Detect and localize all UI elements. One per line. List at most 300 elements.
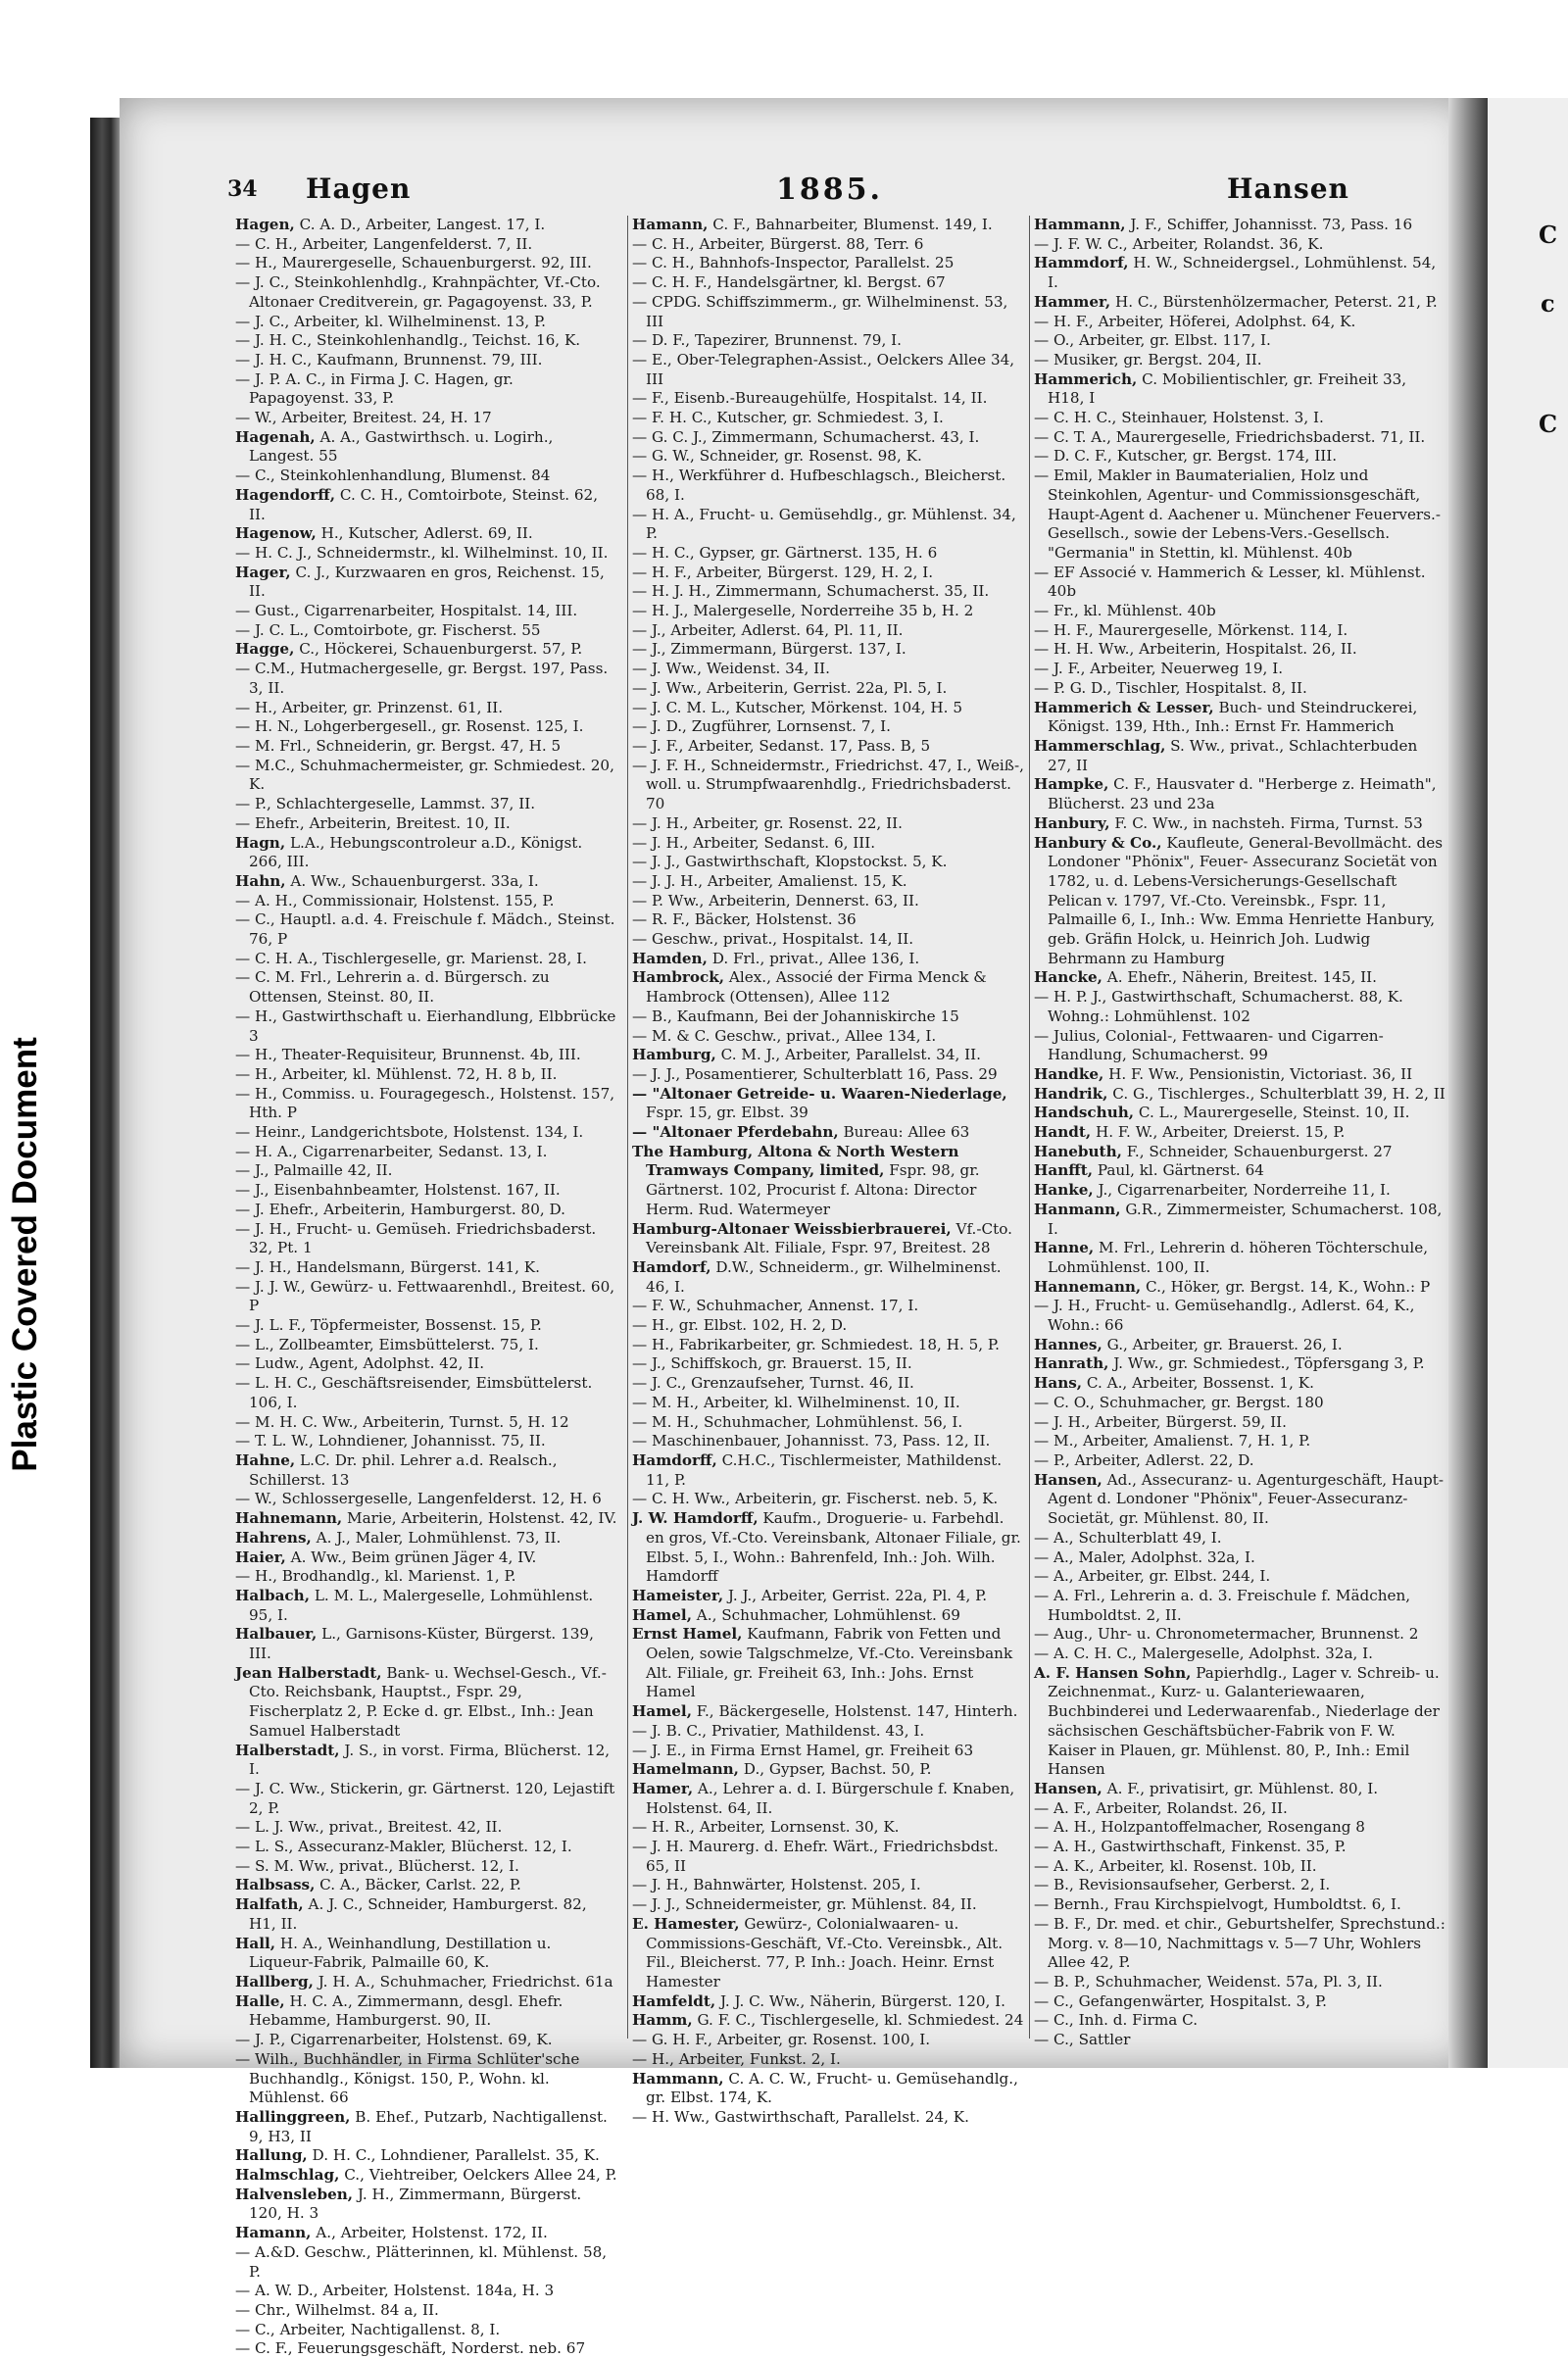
entry-details: A. Ww., Schauenburgerst. 33a, I. bbox=[285, 871, 539, 890]
entry-surname: Hannemann, bbox=[1034, 1277, 1142, 1296]
entry-details: — Emil, Makler in Baumaterialien, Holz und Steinkohlen, Agentur- und Commissionsgeschäft, Haupt-Agent d. Aachener u. Münchener Feuervers.-Gesellsch., sowie der Lebens-Vers.-Gesellsch. "Germania" in Stettin, kl. Mühlenst. 40b bbox=[1034, 467, 1441, 562]
directory-entry bbox=[235, 2166, 617, 2186]
entry-details: — G. W., Schneider, gr. Rosenst. 98, K. bbox=[632, 447, 922, 466]
next-page-letter: c bbox=[1541, 289, 1555, 318]
directory-entry bbox=[235, 602, 617, 621]
entry-details: — M. H., Arbeiter, kl. Wilhelminenst. 10, II. bbox=[632, 1393, 960, 1411]
directory-entry bbox=[235, 1413, 617, 1433]
entry-surname: Hahn, bbox=[235, 871, 286, 890]
entry-details: Marie, Arbeiterin, Holstenst. 42, IV. bbox=[342, 1509, 617, 1528]
entry-details: — J. H. C., Kaufmann, Brunnenst. 79, III. bbox=[235, 350, 543, 369]
directory-entry bbox=[235, 486, 617, 524]
entry-details: M. Frl., Lehrerin d. höheren Töchterschule, Lohmühlenst. 100, II. bbox=[1048, 1239, 1429, 1276]
entry-details: L.A., Hebungscontroleur a.D., Königst. 266, III. bbox=[249, 833, 583, 871]
directory-column-3 bbox=[1029, 216, 1446, 2049]
entry-details: — P. Ww., Arbeiterin, Dennerst. 63, II. bbox=[632, 891, 919, 909]
directory-entry bbox=[632, 1007, 1024, 1027]
directory-entry bbox=[235, 757, 617, 795]
entry-surname: J. W. Hamdorff, bbox=[632, 1509, 759, 1528]
entry-details: G., Arbeiter, gr. Brauerst. 26, I. bbox=[1102, 1335, 1343, 1353]
entry-surname: Hamer, bbox=[632, 1779, 694, 1797]
entry-details: — H., gr. Elbst. 102, H. 2, D. bbox=[632, 1316, 848, 1335]
entry-surname: Hammann, bbox=[1034, 216, 1126, 233]
next-page-edge bbox=[1488, 98, 1568, 2068]
entry-details: Papierhdlg., Lager v. Schreib- u. Zeichnenmat., Kurz- u. Galanteriewaaren, Buchbinderei und Lederwaarenfab., Niederlage der sächsischen Geschäftsbücher-Fabrik von F. W. Kaiser in Plauen, gr. Mühlenst. 80, P., Inh.: Emil Hansen bbox=[1048, 1663, 1440, 1779]
entry-details: — J. F. W. C., Arbeiter, Rolandst. 36, K. bbox=[1034, 234, 1324, 253]
entry-surname: Handke, bbox=[1034, 1064, 1104, 1083]
entry-details: A., Schuhmacher, Lohmühlenst. 69 bbox=[691, 1605, 960, 1624]
entry-details: Alex., Associé der Firma Menck & Hambrock (Ottensen), Allee 112 bbox=[646, 968, 987, 1007]
directory-entry bbox=[632, 1394, 1024, 1413]
directory-entry bbox=[235, 1143, 617, 1162]
entry-details: — A.&D. Geschw., Plätterinnen, kl. Mühlenst. 58, P. bbox=[235, 2242, 608, 2281]
entry-surname: Hammerschlag, bbox=[1034, 736, 1166, 755]
entry-details: — C. O., Schuhmacher, gr. Bergst. 180 bbox=[1034, 1393, 1324, 1411]
entry-details: H. C. A., Zimmermann, desgl. Ehefr. Hebamme, Hamburgerst. 90, II. bbox=[249, 1991, 564, 2030]
entry-details: — A. Frl., Lehrerin a. d. 3. Freischule f. Mädchen, Humboldtst. 2, II. bbox=[1034, 1586, 1411, 1624]
entry-details: — Bernh., Frau Kirchspielvogt, Humboldtst. 6, I. bbox=[1034, 1895, 1401, 1914]
entry-surname: Hagge, bbox=[235, 640, 295, 659]
entry-details: — H. N., Lohgerbergesell., gr. Rosenst. 125, I. bbox=[235, 717, 584, 736]
directory-entry bbox=[1034, 1876, 1446, 1895]
entry-details: — J. E., in Firma Ernst Hamel, gr. Freiheit 63 bbox=[632, 1741, 974, 1759]
entry-surname: Hanbury & Co., bbox=[1034, 833, 1162, 852]
directory-entry bbox=[235, 1895, 617, 1934]
entry-details: Bank- u. Wechsel-Gesch., Vf.-Cto. Reichsbank, Hauptst., Fspr. 29, Fischerplatz 2, P. Ecke d. gr. Elbst., Inh.: Jean Samuel Halberstadt bbox=[249, 1663, 607, 1740]
directory-entry bbox=[235, 2339, 617, 2359]
entry-details: C. A., Arbeiter, Bossenst. 1, K. bbox=[1082, 1374, 1314, 1393]
entry-details: — J., Eisenbahnbeamter, Holstenst. 167, II. bbox=[235, 1181, 561, 1200]
entry-details: C. Mobilientischler, gr. Freiheit 33, H18, I bbox=[1048, 369, 1407, 408]
directory-entry bbox=[1034, 1394, 1446, 1413]
entry-surname: Hamann, bbox=[235, 2224, 312, 2242]
entry-details: — C., Steinkohlenhandlung, Blumenst. 84 bbox=[235, 467, 551, 485]
directory-entry bbox=[632, 1760, 1024, 1780]
entry-details: — J. C., Grenzaufseher, Turnst. 46, II. bbox=[632, 1374, 914, 1393]
directory-entry bbox=[632, 1085, 1024, 1123]
directory-entry bbox=[235, 1354, 617, 1374]
directory-entry bbox=[632, 1336, 1024, 1355]
directory-entry bbox=[235, 1432, 617, 1451]
entry-details: — H., Maurergeselle, Schauenburgerst. 92, III. bbox=[235, 254, 592, 272]
directory-entry bbox=[1034, 1201, 1446, 1239]
entry-details: A. F., privatisirt, gr. Mühlenst. 80, I. bbox=[1102, 1779, 1379, 1797]
directory-entry bbox=[235, 428, 617, 467]
directory-entry bbox=[632, 621, 1024, 641]
entry-details: — C. F., Feuerungsgeschäft, Norderst. neb. 67 bbox=[235, 2339, 586, 2358]
entry-details: — H. F., Arbeiter, Höferei, Adolphst. 64, K. bbox=[1034, 312, 1356, 330]
directory-entry bbox=[632, 1143, 1024, 1220]
directory-entry bbox=[632, 1432, 1024, 1451]
entry-details: C. L., Maurergeselle, Steinst. 10, II. bbox=[1134, 1104, 1410, 1122]
entry-details: — C. H. A., Tischlergeselle, gr. Marienst. 28, I. bbox=[235, 949, 587, 967]
entry-surname: Ernst Hamel, bbox=[632, 1625, 743, 1644]
directory-entry bbox=[235, 1509, 617, 1529]
directory-entry bbox=[235, 1065, 617, 1085]
directory-entry bbox=[1034, 467, 1446, 564]
entry-details: — B., Kaufmann, Bei der Johanniskirche 15 bbox=[632, 1007, 959, 1025]
entry-details: — C., Gefangenwärter, Hospitalst. 3, P. bbox=[1034, 1991, 1327, 2010]
entry-details: — A. K., Arbeiter, kl. Rosenst. 10b, II. bbox=[1034, 1856, 1317, 1875]
entry-details: F., Schneider, Schauenburgerst. 27 bbox=[1121, 1142, 1393, 1160]
entry-surname: Halle, bbox=[235, 1991, 285, 2010]
entry-details: J. H., Zimmermann, Bürgerst. 120, H. 3 bbox=[249, 2185, 582, 2223]
directory-entry bbox=[632, 853, 1024, 872]
directory-entry bbox=[235, 2224, 617, 2243]
entry-details: — J. H., Arbeiter, Sedanst. 6, III. bbox=[632, 833, 876, 852]
entry-surname: Hallinggreen, bbox=[235, 2107, 351, 2126]
entry-details: J. F., Schiffer, Johannisst. 73, Pass. 16 bbox=[1125, 216, 1413, 233]
entry-details: — H., Arbeiter, Funkst. 2, I. bbox=[632, 2049, 841, 2068]
directory-entry bbox=[632, 351, 1024, 389]
directory-entry bbox=[235, 872, 617, 892]
entry-surname: Halvensleben, bbox=[235, 2185, 354, 2203]
directory-entry bbox=[1034, 313, 1446, 332]
entry-surname: Hager, bbox=[235, 563, 291, 581]
entry-details: — W., Arbeiter, Breitest. 24, H. 17 bbox=[235, 409, 492, 427]
entry-surname: Hamelmann, bbox=[632, 1760, 739, 1779]
directory-entry bbox=[632, 1780, 1024, 1818]
directory-entry bbox=[632, 1876, 1024, 1895]
entry-details: — J. F. H., Schneidermstr., Friedrichst. 47, I., Weiß-, woll. u. Strumpfwaarenhdlg., Friedrichsbaderst. 70 bbox=[632, 756, 1024, 813]
directory-entry bbox=[235, 524, 617, 544]
directory-entry bbox=[235, 1742, 617, 1780]
directory-entry bbox=[235, 1336, 617, 1355]
entry-surname: Hamdorff, bbox=[632, 1451, 717, 1469]
entry-surname: Hamdorf, bbox=[632, 1257, 711, 1276]
entry-details: — J. C. Ww., Stickerin, gr. Gärtnerst. 120, Lejastift 2, P. bbox=[235, 1779, 615, 1817]
entry-details: — T. L. W., Lohndiener, Johannisst. 75, II. bbox=[235, 1432, 546, 1450]
entry-details: Buch- und Steindruckerei, Königst. 139, Hth., Inh.: Ernst Fr. Hammerich bbox=[1048, 698, 1418, 736]
entry-details: — H. F., Arbeiter, Bürgerst. 129, H. 2, I. bbox=[632, 563, 934, 581]
entry-surname: Hanfft, bbox=[1034, 1161, 1094, 1180]
directory-entry bbox=[632, 717, 1024, 737]
directory-entry bbox=[1034, 1027, 1446, 1065]
entry-details: — C. H. F., Handelsgärtner, kl. Bergst. 67 bbox=[632, 273, 946, 292]
directory-entry bbox=[235, 254, 617, 273]
directory-entry bbox=[1034, 968, 1446, 988]
directory-entry bbox=[1034, 1664, 1446, 1780]
entry-details: — M. & C. Geschw., privat., Allee 134, I. bbox=[632, 1026, 937, 1045]
directory-entry bbox=[1034, 1181, 1446, 1201]
entry-details: — Ludw., Agent, Adolphst. 42, II. bbox=[235, 1354, 485, 1373]
entry-surname: Halbsass, bbox=[235, 1876, 316, 1894]
entry-details: L. M. L., Malergeselle, Lohmühlenst. 95, I. bbox=[249, 1586, 594, 1624]
next-page-letter: C bbox=[1539, 221, 1558, 249]
entry-surname: Hanmann, bbox=[1034, 1200, 1121, 1218]
entry-details: — J., Palmaille 42, II. bbox=[235, 1161, 393, 1180]
entry-details: Kaufmann, Fabrik von Fetten und Oelen, sowie Talgschmelze, Vf.-Cto. Vereinsbank Alt. Filiale, gr. Freiheit 63, Inh.: Johs. Ernst Hamel bbox=[646, 1625, 1013, 1701]
directory-entry bbox=[235, 2282, 617, 2301]
entry-surname: Hanne, bbox=[1034, 1239, 1095, 1257]
entry-details: G. F. C., Tischlergeselle, kl. Schmiedest. 24 bbox=[692, 2011, 1024, 2030]
entry-details: — J. P., Cigarrenarbeiter, Holstenst. 69, K. bbox=[235, 2031, 553, 2049]
entry-surname: Hanrath, bbox=[1034, 1354, 1109, 1373]
directory-entry bbox=[235, 892, 617, 911]
entry-surname: Handschuh, bbox=[1034, 1104, 1135, 1122]
entry-details: — B., Revisionsaufseher, Gerberst. 2, I. bbox=[1034, 1876, 1331, 1894]
directory-entry bbox=[235, 1529, 617, 1548]
directory-entry bbox=[235, 2108, 617, 2146]
directory-entry bbox=[235, 2186, 617, 2224]
entry-details: — F., Eisenb.-Bureaugehülfe, Hospitalst. 14, II. bbox=[632, 389, 988, 408]
entry-details: — C. H., Bahnhofs-Inspector, Parallelst. 25 bbox=[632, 254, 955, 272]
entry-details: — J. H., Handelsmann, Bürgerst. 141, K. bbox=[235, 1257, 540, 1276]
entry-details: — Chr., Wilhelmst. 84 a, II. bbox=[235, 2300, 439, 2319]
entry-details: — R. F., Bäcker, Holstenst. 36 bbox=[632, 910, 857, 929]
directory-entry bbox=[235, 699, 617, 718]
directory-entry bbox=[632, 834, 1024, 854]
entry-details: — J. H., Frucht- u. Gemüsehandlg., Adlerst. 64, K., Wohn.: 66 bbox=[1034, 1297, 1415, 1335]
directory-entry bbox=[235, 1201, 617, 1220]
directory-entry bbox=[1034, 1374, 1446, 1394]
directory-entry bbox=[235, 544, 617, 564]
directory-entry bbox=[632, 506, 1024, 544]
entry-details: — C. H., Arbeiter, Bürgerst. 88, Terr. 6 bbox=[632, 234, 924, 253]
directory-entry bbox=[1034, 254, 1446, 292]
directory-entry bbox=[632, 1702, 1024, 1722]
entry-details: — M. Frl., Schneiderin, gr. Bergst. 47, H. 5 bbox=[235, 736, 562, 755]
directory-entry bbox=[632, 216, 1024, 235]
directory-entry bbox=[1034, 1625, 1446, 1645]
entry-details: Gewürz-, Colonialwaaren- u. Commissions-Geschäft, Vf.-Cto. Vereinsbk., Alt. Fil., Bleicherst. 77, P. Inh.: Joach. Heinr. Ernst Hamester bbox=[646, 1914, 1004, 1990]
directory-entry bbox=[632, 2050, 1024, 2070]
entry-surname: Hallung, bbox=[235, 2146, 308, 2165]
entry-details: H. A., Weinhandlung, Destillation u. Liqueur-Fabrik, Palmaille 60, K. bbox=[249, 1934, 552, 1972]
entry-details: H. F. Ww., Pensionistin, Victoriast. 36, II bbox=[1103, 1064, 1413, 1083]
entry-details: Kaufleute, General-Bevollmächt. des Londoner "Phönix", Feuer- Assecuranz Societät von 1782, u. d. Lebens-Versicherungs-Gesellschaft Pelican v. 1797, Vf.-Cto. Vereinsbk., Fspr. 11, Palmaille 6, I., Inh.: Ww. Emma Henriette Hanbury, geb. Gräfin Holck, u. Heinrich Joh. Ludwig Behrmann zu Hamburg bbox=[1048, 833, 1443, 967]
directory-entry bbox=[1034, 814, 1446, 834]
book-edge bbox=[90, 118, 120, 2068]
entry-surname: Hanke, bbox=[1034, 1181, 1094, 1200]
directory-entry bbox=[235, 737, 617, 757]
directory-entry bbox=[235, 834, 617, 872]
entry-surname: The Hamburg, Altona & North Western Tramways Company, limited, bbox=[632, 1142, 959, 1180]
entry-details: D. H. C., Lohndiener, Parallelst. 35, K. bbox=[307, 2146, 600, 2165]
directory-entry bbox=[235, 1220, 617, 1258]
directory-entry bbox=[1034, 1780, 1446, 1799]
entry-details: D. Frl., privat., Allee 136, I. bbox=[707, 949, 920, 967]
entry-details: — C. T. A., Maurergeselle, Friedrichsbaderst. 71, II. bbox=[1034, 427, 1426, 446]
entry-surname: Hamann, bbox=[632, 216, 709, 233]
entry-details: A. Ehefr., Näherin, Breitest. 145, II. bbox=[1102, 968, 1378, 987]
directory-entry bbox=[1034, 1451, 1446, 1471]
entry-details: — A. H., Holzpantoffelmacher, Rosengang 8 bbox=[1034, 1818, 1365, 1837]
entry-details: — J. H. C., Steinkohlenhandlg., Teichst. 16, K. bbox=[235, 331, 581, 350]
entry-surname: Hamburg-Altonaer Weissbierbrauerei, bbox=[632, 1219, 952, 1238]
entry-details: — C. H., Arbeiter, Langenfelderst. 7, II. bbox=[235, 234, 533, 253]
entry-details: — L. S., Assecuranz-Makler, Blücherst. 12, I. bbox=[235, 1838, 572, 1856]
directory-entry bbox=[632, 602, 1024, 621]
entry-surname: Halbach, bbox=[235, 1586, 310, 1604]
entry-details: — J. C., Steinkohlenhdlg., Krahnpächter, Vf.-Cto. Altonaer Creditverein, gr. Pagagoyenst. 33, P. bbox=[235, 273, 601, 311]
entry-details: — C., Sattler bbox=[1034, 2031, 1131, 2049]
directory-entry bbox=[1034, 1992, 1446, 2012]
directory-entry bbox=[632, 2011, 1024, 2031]
directory-entry bbox=[632, 1065, 1024, 1085]
directory-entry bbox=[235, 564, 617, 602]
entry-surname: Hamfeldt, bbox=[632, 1991, 716, 2010]
directory-entry bbox=[235, 1992, 617, 2031]
directory-entry bbox=[1034, 602, 1446, 621]
page-gutter-shadow bbox=[1448, 98, 1488, 2068]
directory-entry bbox=[632, 2108, 1024, 2128]
directory-entry bbox=[1034, 1857, 1446, 1877]
directory-entry bbox=[235, 1085, 617, 1123]
entry-surname: Hamm, bbox=[632, 2011, 693, 2030]
directory-entry bbox=[235, 621, 617, 641]
directory-entry bbox=[632, 331, 1024, 351]
directory-entry bbox=[235, 1818, 617, 1838]
directory-entry bbox=[235, 1935, 617, 1973]
directory-entry bbox=[235, 2146, 617, 2166]
entry-details: — M.C., Schuhmachermeister, gr. Schmiedest. 20, K. bbox=[235, 756, 614, 794]
directory-entry bbox=[632, 1297, 1024, 1316]
entry-surname: Hagenah, bbox=[235, 427, 316, 446]
directory-entry bbox=[632, 2070, 1024, 2108]
entry-surname: Hansen, bbox=[1034, 1470, 1102, 1489]
directory-entry bbox=[235, 1278, 617, 1316]
entry-details: — H. C., Gypser, gr. Gärtnerst. 135, H. 6 bbox=[632, 543, 938, 562]
directory-entry bbox=[235, 235, 617, 255]
directory-entry bbox=[1034, 1973, 1446, 1992]
page-number: 34 bbox=[227, 176, 258, 202]
directory-entry bbox=[1034, 621, 1446, 641]
entry-details: H., Kutscher, Adlerst. 69, II. bbox=[316, 524, 533, 543]
directory-entry bbox=[1034, 1065, 1446, 1085]
entry-details: — A., Arbeiter, gr. Elbst. 244, I. bbox=[1034, 1567, 1271, 1586]
entry-details: — J. Ww., Weidenst. 34, II. bbox=[632, 660, 830, 678]
entry-details: — C., Inh. d. Firma C. bbox=[1034, 2011, 1199, 2030]
entry-details: — H., Werkführer d. Hufbeschlagsch., Bleicherst. 68, I. bbox=[632, 467, 1006, 504]
entry-details: — J. Ww., Arbeiterin, Gerrist. 22a, Pl. 5, I. bbox=[632, 678, 948, 697]
entry-details: — C., Hauptl. a.d. 4. Freischule f. Mädch., Steinst. 76, P bbox=[235, 910, 615, 949]
entry-details: J. S., in vorst. Firma, Blücherst. 12, I. bbox=[249, 1741, 611, 1779]
directory-entry bbox=[235, 2050, 617, 2108]
entry-details: C.H.C., Tischlermeister, Mathildenst. 11, P. bbox=[646, 1451, 1003, 1489]
entry-details: B. Ehef., Putzarb, Nachtigallenst. 9, H3, II bbox=[249, 2107, 608, 2145]
directory-entry bbox=[632, 910, 1024, 930]
entry-details: — Musiker, gr. Bergst. 204, II. bbox=[1034, 350, 1262, 369]
directory-entry bbox=[1034, 660, 1446, 679]
directory-entry bbox=[632, 1587, 1024, 1606]
directory-entry bbox=[235, 1161, 617, 1181]
entry-surname: Hansen, bbox=[1034, 1779, 1102, 1797]
directory-entry bbox=[1034, 428, 1446, 448]
entry-surname: Hahnemann, bbox=[235, 1509, 343, 1528]
entry-details: — J. Ehefr., Arbeiterin, Hamburgerst. 80, D. bbox=[235, 1200, 565, 1218]
directory-entry bbox=[235, 717, 617, 737]
entry-details: — H. A., Cigarrenarbeiter, Sedanst. 13, I. bbox=[235, 1142, 548, 1160]
directory-entry bbox=[1034, 1143, 1446, 1162]
directory-entry bbox=[632, 679, 1024, 699]
directory-entry bbox=[632, 1509, 1024, 1587]
entry-details: — H. H. Ww., Arbeiterin, Hospitalst. 26, II. bbox=[1034, 640, 1357, 659]
directory-entry bbox=[632, 660, 1024, 679]
directory-entry bbox=[235, 1857, 617, 1877]
page-header bbox=[227, 172, 1458, 210]
entry-details: C., Höker, gr. Bergst. 14, K., Wohn.: P bbox=[1141, 1277, 1431, 1296]
directory-entry bbox=[632, 582, 1024, 602]
directory-entry bbox=[235, 1374, 617, 1412]
entry-details: — J. P. A. C., in Firma J. C. Hagen, gr. Papagoyenst. 33, P. bbox=[235, 369, 514, 408]
entry-details: — J. J. W., Gewürz- u. Fettwaarenhdl., Breitest. 60, P bbox=[235, 1277, 615, 1315]
directory-entry bbox=[1034, 1895, 1446, 1915]
entry-details: — Wilh., Buchhändler, in Firma Schlüter'sche Buchhandlg., Königst. 150, P., Wohn. kl. Mühlenst. 66 bbox=[235, 2049, 580, 2107]
directory-entry bbox=[235, 1046, 617, 1065]
entry-details: J. J., Arbeiter, Gerrist. 22a, Pl. 4, P. bbox=[723, 1586, 988, 1604]
entry-details: — G. C. J., Zimmermann, Schumacherst. 43, I. bbox=[632, 427, 980, 446]
directory-entry bbox=[235, 370, 617, 409]
directory-entry bbox=[632, 950, 1024, 969]
directory-entry bbox=[1034, 2031, 1446, 2050]
entry-surname: Hameister, bbox=[632, 1586, 724, 1604]
directory-entry bbox=[632, 1838, 1024, 1876]
entry-details: — J. J., Schneidermeister, gr. Mühlenst. 84, II. bbox=[632, 1895, 977, 1914]
entry-surname: Haier, bbox=[235, 1548, 286, 1566]
entry-details: — A. F., Arbeiter, Rolandst. 26, II. bbox=[1034, 1798, 1288, 1817]
entry-surname: — "Altonaer Pferdebahn, bbox=[632, 1123, 839, 1142]
directory-entry bbox=[1034, 775, 1446, 813]
entry-details: — H. C. J., Schneidermstr., kl. Wilhelminst. 10, II. bbox=[235, 543, 609, 562]
entry-details: C., Höckerei, Schauenburgerst. 57, P. bbox=[294, 640, 583, 659]
entry-details: — J. L. F., Töpfermeister, Bossenst. 15, P. bbox=[235, 1316, 542, 1335]
entry-surname: Hagn, bbox=[235, 833, 286, 852]
entry-details: A. A., Gastwirthsch. u. Logirh., Langest. 55 bbox=[249, 427, 554, 466]
directory-entry bbox=[1034, 2011, 1446, 2031]
entry-details: C. G., Tischlerges., Schulterblatt 39, H. 2, II bbox=[1107, 1084, 1446, 1103]
entry-details: J. H. A., Schuhmacher, Friedrichst. 61a bbox=[313, 1972, 613, 1990]
entry-details: Fspr. 98, gr. Gärtnerst. 102, Procurist f. Altona: Director Herm. Rud. Watermeyer bbox=[646, 1161, 980, 1218]
directory-entry bbox=[1034, 409, 1446, 428]
directory-entry bbox=[1034, 1818, 1446, 1838]
directory-entry bbox=[632, 1895, 1024, 1915]
entry-surname: Hamel, bbox=[632, 1605, 692, 1624]
entry-surname: A. F. Hansen Sohn, bbox=[1034, 1663, 1192, 1682]
directory-entry bbox=[235, 351, 617, 370]
directory-entry bbox=[632, 1123, 1024, 1143]
entry-details: — P., Arbeiter, Adlerst. 22, D. bbox=[1034, 1451, 1254, 1469]
directory-entry bbox=[1034, 1548, 1446, 1568]
directory-entry bbox=[632, 254, 1024, 273]
directory-entry bbox=[235, 1876, 617, 1895]
entry-details: — J. J., Gastwirthschaft, Klopstockst. 5, K. bbox=[632, 853, 948, 871]
entry-details: — A. C. H. C., Malergeselle, Adolphst. 32a, I. bbox=[1034, 1645, 1374, 1663]
directory-entry bbox=[1034, 640, 1446, 660]
entry-details: J. J. C. Ww., Näherin, Bürgerst. 120, I. bbox=[715, 1991, 1005, 2010]
entry-details: — J., Arbeiter, Adlerst. 64, Pl. 11, II. bbox=[632, 620, 904, 639]
entry-details: A. J. C., Schneider, Hamburgerst. 82, H1, II. bbox=[249, 1895, 587, 1933]
entry-details: — H. P. J., Gastwirthschaft, Schumacherst. 88, K. Wohng.: Lohmühlenst. 102 bbox=[1034, 988, 1403, 1025]
directory-entry bbox=[1034, 988, 1446, 1026]
entry-details: — H., Gastwirthschaft u. Eierhandlung, Elbbrücke 3 bbox=[235, 1007, 616, 1045]
entry-details: — C. M. Frl., Lehrerin a. d. Bürgersch. zu Ottensen, Steinst. 80, II. bbox=[235, 968, 550, 1007]
directory-entry bbox=[1034, 679, 1446, 699]
entry-details: C. F., Hausvater d. "Herberge z. Heimath", Blücherst. 23 und 23a bbox=[1048, 775, 1437, 813]
directory-entry bbox=[235, 660, 617, 698]
directory-entry bbox=[1034, 1529, 1446, 1548]
entry-surname: Hanbury, bbox=[1034, 813, 1110, 832]
directory-entry bbox=[632, 968, 1024, 1007]
entry-details: — J., Schiffskoch, gr. Brauerst. 15, II. bbox=[632, 1354, 912, 1373]
directory-entry bbox=[235, 273, 617, 312]
entry-surname: Hahrens, bbox=[235, 1528, 312, 1547]
entry-details: — L., Zollbeamter, Eimsbüttelerst. 75, I. bbox=[235, 1335, 539, 1353]
entry-surname: Halmschlag, bbox=[235, 2166, 340, 2185]
entry-surname: E. Hamester, bbox=[632, 1914, 740, 1933]
directory-entry bbox=[632, 1354, 1024, 1374]
directory-entry bbox=[235, 950, 617, 969]
